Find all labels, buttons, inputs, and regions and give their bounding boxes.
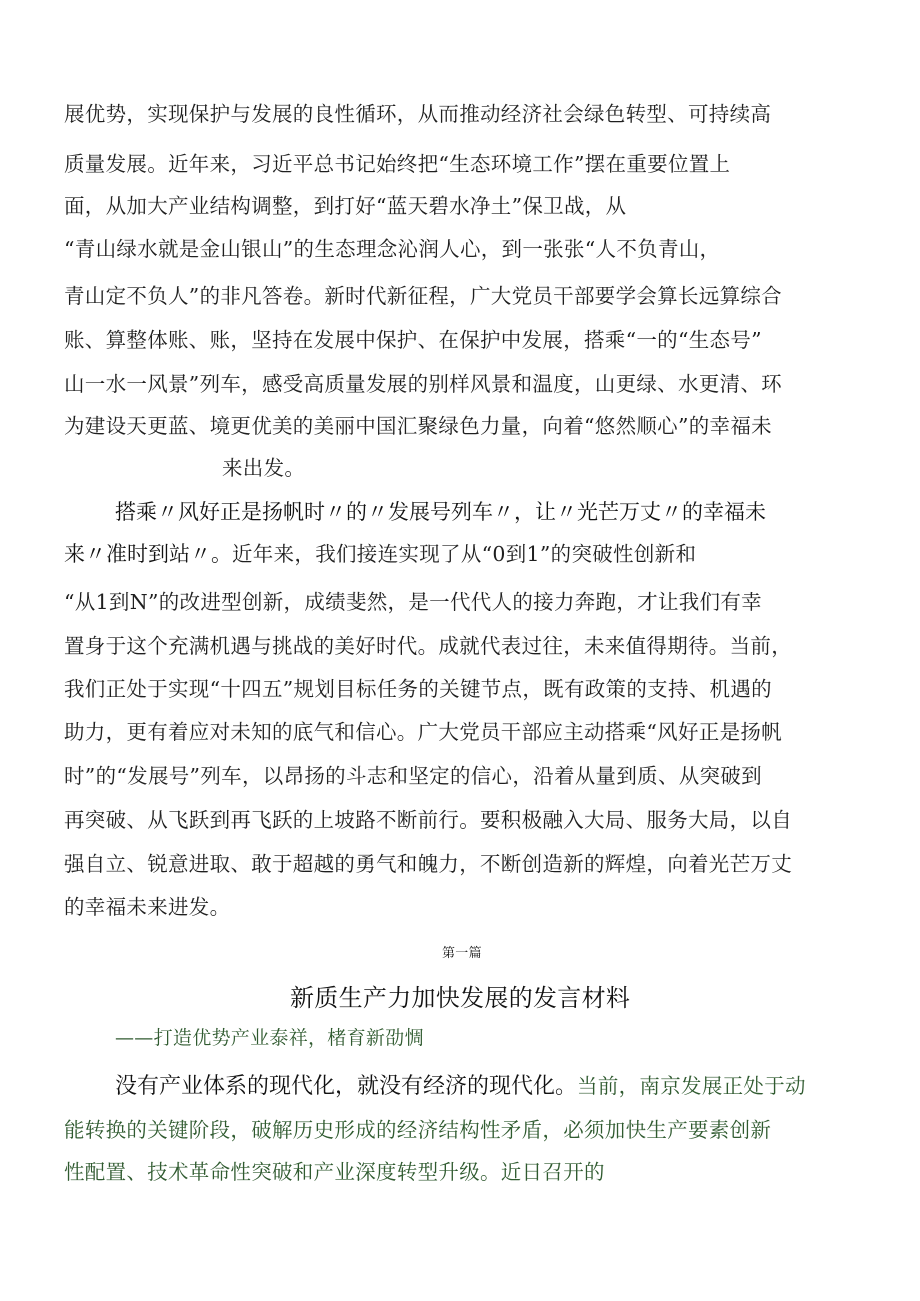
text-line: 能转换的关键阶段，破解历史形成的经济结构性矛盾，必须加快生产要素创新 [64,1118,772,1142]
lead-sentence: 没有产业体系的现代化，就没有经济的现代化。 [115,1074,578,1099]
text-line: 置身于这个充满机遇与挑战的美好时代。成就代表过往，未来值得期待。当前， [64,634,792,658]
text-line: 我们正处于实现“十四五”规划目标任务的关键节点，既有政策的支持、机遇的 [64,677,772,701]
text-line: 强自立、锐意进取、敢于超越的勇气和魄力，不断创造新的辉煌，向着光芒万丈 [64,852,792,876]
text-line: 助力，更有着应对未知的底气和信心。广大党员干部应主动搭乘“风好正是扬帆 [64,720,782,744]
section-title: 新质生产力加快发展的发言材料 [290,984,631,1012]
paragraph-heading: 来〃准时到站〃。 [64,542,232,566]
text-line: 时”的“发展号”列车，以昂扬的斗志和坚定的信心，沿着从量到质、从突破到 [64,764,762,788]
text-line: 再突破、从飞跃到再飞跃的上坡路不断前行。要积极融入大局、服务大局，以自 [64,808,792,832]
text-line: “青山绿水就是金山银山”的生态理念沁润人心，到一张张“人不负青山， [64,237,721,261]
text-line: 的幸福未来进发。 [64,895,231,919]
text-line: 账、算整体账、账，坚持在发展中保护、在保护中发展，搭乘“一的“生态号” [64,328,762,352]
text-line: 质量发展。近年来，习近平总书记始终把“生态环境工作”摆在重要位置上 [64,152,731,176]
section-subtitle: ——打造优势产业泰祥，楮育新劭惆 [115,1027,424,1049]
text-line: 为建设天更蓝、境更优美的美丽中国汇聚绿色力量，向着“悠然顺心”的幸福未 [64,414,772,438]
section-label: 第一篇 [442,946,482,961]
text-line: 展优势，实现保护与发展的良性循环，从而推动经济社会绿色转型、可持续高 [64,102,772,126]
text-fragment: 当前，南京发展正处于动 [577,1074,806,1098]
text-line [64,540,696,568]
text-line: 青山定不负人”的非凡答卷。新时代新征程，广大党员干部要学会算长远算综合 [64,284,782,308]
text-line [115,1072,806,1101]
text-line: 来出发。 [222,456,306,480]
text-line: 山一水一风景”列车，感受高质量发展的别样风景和温度，山更绿、水更清、环 [64,372,782,396]
text-fragment: 近年来，我们接连实现了从“0到1”的突破性创新和 [232,542,697,566]
paragraph-heading: 搭乘〃风好正是扬帆时〃的〃发展号列车〃，让〃光芒万丈〃的幸福未 [115,500,766,524]
text-line: 性配置、技术革命性突破和产业深度转型升级。近日召开的 [64,1160,605,1184]
text-line: “从1到N”的改进型创新，成绩斐然，是一代代人的接力奔跑，才让我们有幸 [64,590,762,614]
text-line: 面，从加大产业结构调整，到打好“蓝天碧水净土”保卫战，从 [64,194,627,218]
